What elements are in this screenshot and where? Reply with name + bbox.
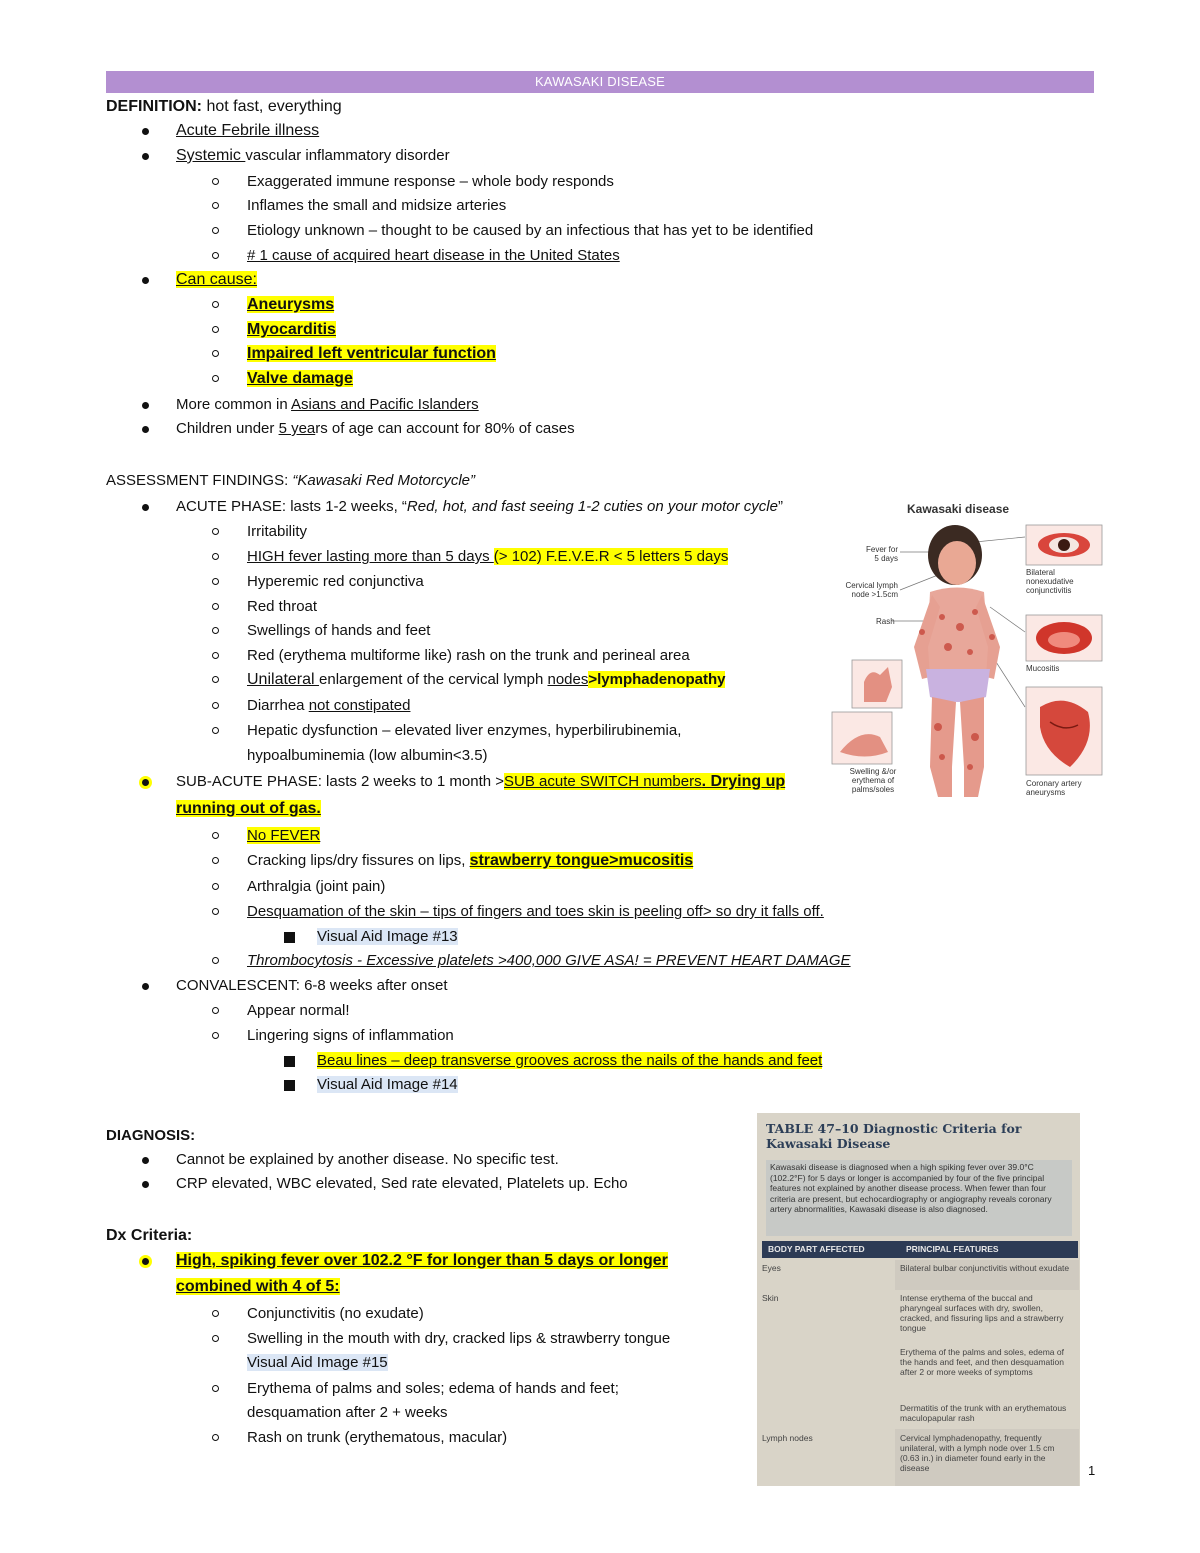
bullet-icon xyxy=(142,1181,149,1188)
definition-heading-rest: hot fast, everything xyxy=(202,98,342,115)
visual-aid-link: Visual Aid Image #15 xyxy=(247,1354,388,1371)
list-item xyxy=(106,146,450,166)
list-item-text: (> 102) F.E.V.E.R < 5 letters 5 days xyxy=(493,548,729,565)
bullet-icon xyxy=(142,504,149,511)
list-item-text: ACUTE PHASE: lasts 1-2 weeks, “ xyxy=(176,498,407,515)
criteria-heading: Dx Criteria: xyxy=(106,1227,193,1244)
list-item xyxy=(106,522,307,542)
list-item-text: No FEVER xyxy=(247,827,321,844)
table-row-text: Intense erythema of the buccal and pharyngeal surfaces with dry, swollen, cracked, and fissuring lips and a strawberry tongue xyxy=(900,1293,1064,1333)
square-bullet-icon xyxy=(284,1080,295,1091)
label-swelling: Swelling &/or erythema of palms/soles xyxy=(849,767,897,794)
list-item-text: Erythema of palms and soles; edema of hands and feet; xyxy=(247,1380,619,1397)
table-intro: Kawasaki disease is diagnosed when a high spiking fever over 39.0°C (102.2°F) for 5 days or longer is accompanied by four of the five principal features not explained by another disease process. When fewer than four criteria are present, but echocardiography or angiography reveals coronary artery abnormalities, Kawasaki disease is also diagnosed. xyxy=(766,1160,1072,1236)
list-item xyxy=(106,270,257,290)
list-item-text: Etiology unknown – thought to be caused by an infectious that has yet to be identified xyxy=(247,222,814,239)
definition-heading-line xyxy=(106,97,342,117)
circle-bullet-icon xyxy=(212,832,219,839)
list-item xyxy=(106,572,424,592)
list-item xyxy=(106,927,458,947)
list-item xyxy=(106,621,430,641)
list-item-text: Swelling in the mouth with dry, cracked lips & strawberry tongue xyxy=(247,1330,671,1347)
column-header-body-part: BODY PART AFFECTED xyxy=(768,1244,865,1254)
list-item xyxy=(106,295,334,315)
list-item-text: enlargement of the cervical lymph xyxy=(319,671,548,688)
list-item-text: Desquamation of the skin – tips of fingers and toes skin is peeling off> so dry it falls off. xyxy=(247,903,824,920)
table-header xyxy=(762,1241,1078,1258)
circle-bullet-icon xyxy=(212,702,219,709)
list-item-text: CONVALESCENT: 6-8 weeks after onset xyxy=(176,977,448,994)
list-item xyxy=(106,1251,668,1271)
assessment-heading-rest: “Kawasaki Red Motorcycle” xyxy=(288,472,475,489)
list-item-text: Thrombocytosis - Excessive platelets >400,000 GIVE ASA! = PREVENT HEART DAMAGE xyxy=(247,952,851,969)
list-item-text: Can cause: xyxy=(176,271,257,288)
table-row-text: Cervical lymphadenopathy, frequently unilateral, with a lymph node over 1.5 cm (0.63 in.) in diameter found early in the disease xyxy=(900,1433,1055,1473)
list-item-text: CRP elevated, WBC elevated, Sed rate elevated, Platelets up. Echo xyxy=(176,1175,628,1192)
square-bullet-icon xyxy=(284,932,295,943)
circle-bullet-icon xyxy=(212,857,219,864)
list-item xyxy=(106,877,385,897)
bullet-icon xyxy=(142,426,149,433)
list-item xyxy=(106,344,496,364)
list-item xyxy=(106,1150,559,1170)
list-item-text: strawberry tongue>mucositis xyxy=(469,852,694,869)
table-row-text: Erythema of the palms and soles, edema of the hands and feet, and then desquamation after 2 or more weeks of symptoms xyxy=(900,1347,1064,1377)
list-item-text: Diarrhea xyxy=(247,697,309,714)
label-coronary: Coronary artery aneurysms xyxy=(1026,779,1082,797)
kawasaki-illustration xyxy=(830,497,1106,820)
list-item xyxy=(106,1329,670,1349)
label-mucositis: Mucositis xyxy=(1026,664,1060,673)
column-header-features: PRINCIPAL FEATURES xyxy=(906,1244,999,1254)
list-item-text: Impaired left ventricular function xyxy=(247,345,496,362)
label-conjunctivitis: Bilateral nonexudative conjunctivitis xyxy=(1026,568,1074,595)
list-item xyxy=(106,951,851,971)
list-item-text: Aneurysms xyxy=(247,296,335,313)
circle-bullet-icon xyxy=(212,957,219,964)
list-item-text: Appear normal! xyxy=(247,1002,350,1019)
list-item-text: SUB acute SWITCH numbers xyxy=(504,773,702,790)
circle-bullet-icon xyxy=(212,1434,219,1441)
definition-heading: DEFINITION: xyxy=(106,98,202,115)
list-item xyxy=(106,597,317,617)
list-item-text: Valve damage xyxy=(247,370,353,387)
list-item xyxy=(106,172,614,192)
list-item-text: HIGH fever lasting more than 5 days xyxy=(247,548,494,565)
circle-bullet-icon xyxy=(212,350,219,357)
list-item-text: Swellings of hands and feet xyxy=(247,622,431,639)
list-item xyxy=(106,196,506,216)
circle-bullet-icon xyxy=(212,578,219,585)
list-item xyxy=(106,646,690,666)
list-item xyxy=(106,772,785,792)
list-item xyxy=(106,221,813,241)
list-item xyxy=(106,1174,628,1194)
list-item-text: Irritability xyxy=(247,523,308,540)
circle-bullet-icon xyxy=(212,1032,219,1039)
circle-bullet-icon xyxy=(212,375,219,382)
list-item-continued xyxy=(106,746,488,766)
bullet-icon xyxy=(142,277,149,284)
list-item-text: Rash on trunk (erythematous, macular) xyxy=(247,1429,508,1446)
list-item-text: Acute Febrile illness xyxy=(176,122,320,139)
list-item-text: Hyperemic red conjunctiva xyxy=(247,573,424,590)
list-item xyxy=(106,547,728,567)
list-item-text: vascular inflammatory disorder xyxy=(245,147,450,164)
list-item-text: not constipated xyxy=(308,697,411,714)
list-item-continued xyxy=(106,1403,448,1423)
list-item-text: combined with 4 of 5: xyxy=(176,1278,340,1295)
list-item xyxy=(106,1051,822,1071)
list-item xyxy=(106,1075,458,1095)
list-item xyxy=(106,976,448,996)
list-item-text: Beau lines – deep transverse grooves across the nails of the hands and feet xyxy=(317,1052,823,1069)
list-item-text: Hepatic dysfunction – elevated liver enzymes, hyperbilirubinemia, xyxy=(247,722,682,739)
table-row-label: Lymph nodes xyxy=(762,1433,813,1443)
table-row-text: Bilateral bulbar conjunctivitis without exudate xyxy=(900,1263,1070,1273)
circle-bullet-icon xyxy=(212,1335,219,1342)
list-item xyxy=(106,826,320,846)
label-rash: Rash xyxy=(876,617,895,626)
title-banner: KAWASAKI DISEASE xyxy=(106,71,1094,93)
list-item-text: Asians and Pacific Islanders xyxy=(291,396,479,413)
table-row-label: Skin xyxy=(762,1293,779,1303)
page-number: 1 xyxy=(1088,1463,1096,1478)
circle-bullet-icon xyxy=(212,553,219,560)
list-item xyxy=(106,1001,350,1021)
circle-bullet-icon xyxy=(212,326,219,333)
list-item-text: Red (erythema multiforme like) rash on the trunk and perineal area xyxy=(247,647,690,664)
square-bullet-icon xyxy=(284,1056,295,1067)
list-item-text: SUB-ACUTE PHASE: lasts 2 weeks to 1 month > xyxy=(176,773,505,790)
list-item-text: High, spiking fever over 102.2 °F for longer than 5 days or longer xyxy=(176,1252,668,1269)
label-cervical: Cervical lymph node >1.5cm xyxy=(845,581,898,599)
list-item-text: Systemic xyxy=(176,147,246,164)
list-item-text: More common in xyxy=(176,396,292,413)
circle-bullet-icon xyxy=(212,908,219,915)
list-item xyxy=(106,246,620,266)
list-item-continued xyxy=(106,1277,340,1297)
list-item xyxy=(106,1026,454,1046)
list-item-continued xyxy=(106,1353,388,1373)
diagnostic-criteria-table-photo xyxy=(757,1113,1080,1486)
list-item-text: Arthralgia (joint pain) xyxy=(247,878,386,895)
circle-bullet-icon xyxy=(212,227,219,234)
circle-bullet-icon xyxy=(212,178,219,185)
circle-bullet-icon xyxy=(212,652,219,659)
circle-bullet-icon xyxy=(212,1385,219,1392)
list-item xyxy=(106,1428,507,1448)
list-item-text: 5 yea xyxy=(278,420,316,437)
list-item-text: Red throat xyxy=(247,598,318,615)
bullet-icon xyxy=(142,1157,149,1164)
circle-bullet-icon xyxy=(212,1007,219,1014)
list-item xyxy=(106,497,783,517)
circle-bullet-icon xyxy=(212,627,219,634)
list-item xyxy=(106,670,725,690)
table-title: TABLE 47–10 Diagnostic Criteria for Kawasaki Disease xyxy=(766,1121,1022,1151)
list-item-text: rs of age can account for 80% of cases xyxy=(315,420,575,437)
child-figure-icon xyxy=(830,497,1106,820)
diagnosis-heading: DIAGNOSIS: xyxy=(106,1127,196,1144)
list-item xyxy=(106,320,336,340)
list-item-text: Exaggerated immune response – whole body responds xyxy=(247,173,614,190)
list-item-text: # 1 cause of acquired heart disease in the United States xyxy=(247,247,620,264)
circle-bullet-icon xyxy=(212,883,219,890)
list-item-text: hypoalbuminemia (low albumin<3.5) xyxy=(247,747,488,764)
list-item-text: >lymphadenopathy xyxy=(588,671,726,688)
table-row-label: Eyes xyxy=(762,1263,781,1273)
bullet-icon xyxy=(142,983,149,990)
circle-bullet-icon xyxy=(212,1310,219,1317)
table-row-text: Dermatitis of the trunk with an erythematous maculopapular rash xyxy=(900,1403,1067,1423)
list-item-text: running out of gas. xyxy=(176,800,321,817)
list-item-continued xyxy=(106,799,321,819)
list-item-text: . Drying up xyxy=(701,773,786,790)
list-item xyxy=(106,1304,424,1324)
list-item xyxy=(106,851,693,871)
list-item xyxy=(106,1379,619,1399)
circle-bullet-icon xyxy=(212,252,219,259)
figure-title: Kawasaki disease xyxy=(907,502,1010,516)
list-item xyxy=(106,395,479,415)
label-fever: Fever for 5 days xyxy=(865,545,898,563)
visual-aid-link: Visual Aid Image #13 xyxy=(317,928,458,945)
list-item-text: Children under xyxy=(176,420,279,437)
bullet-icon xyxy=(142,128,149,135)
circle-bullet-icon xyxy=(212,603,219,610)
list-item-text: Unilateral xyxy=(247,671,320,688)
list-item-text: Cracking lips/dry fissures on lips, xyxy=(247,852,470,869)
list-item xyxy=(106,696,410,716)
circle-bullet-icon xyxy=(212,727,219,734)
list-item-text: Inflames the small and midsize arteries xyxy=(247,197,507,214)
list-item xyxy=(106,121,319,141)
visual-aid-link: Visual Aid Image #14 xyxy=(317,1076,458,1093)
list-item-text: desquamation after 2 + weeks xyxy=(247,1404,448,1421)
list-item-text: Cannot be explained by another disease. No specific test. xyxy=(176,1151,559,1168)
list-item xyxy=(106,902,824,922)
assessment-heading: ASSESSMENT FINDINGS: xyxy=(106,472,289,489)
list-item-text: ” xyxy=(777,498,783,515)
list-item xyxy=(106,721,681,741)
circle-bullet-icon xyxy=(212,301,219,308)
bullet-icon xyxy=(142,1258,149,1265)
circle-bullet-icon xyxy=(212,676,219,683)
list-item-text: Red, hot, and fast seeing 1-2 cuties on your motor cycle xyxy=(406,498,778,515)
bullet-icon xyxy=(142,402,149,409)
list-item-text: Lingering signs of inflammation xyxy=(247,1027,454,1044)
circle-bullet-icon xyxy=(212,528,219,535)
list-item-text: Conjunctivitis (no exudate) xyxy=(247,1305,424,1322)
list-item-text: nodes xyxy=(547,671,589,688)
list-item-text: Myocarditis xyxy=(247,321,336,338)
circle-bullet-icon xyxy=(212,202,219,209)
assessment-heading-line xyxy=(106,471,475,491)
bullet-icon xyxy=(142,779,149,786)
list-item xyxy=(106,419,575,439)
bullet-icon xyxy=(142,153,149,160)
list-item xyxy=(106,369,353,389)
